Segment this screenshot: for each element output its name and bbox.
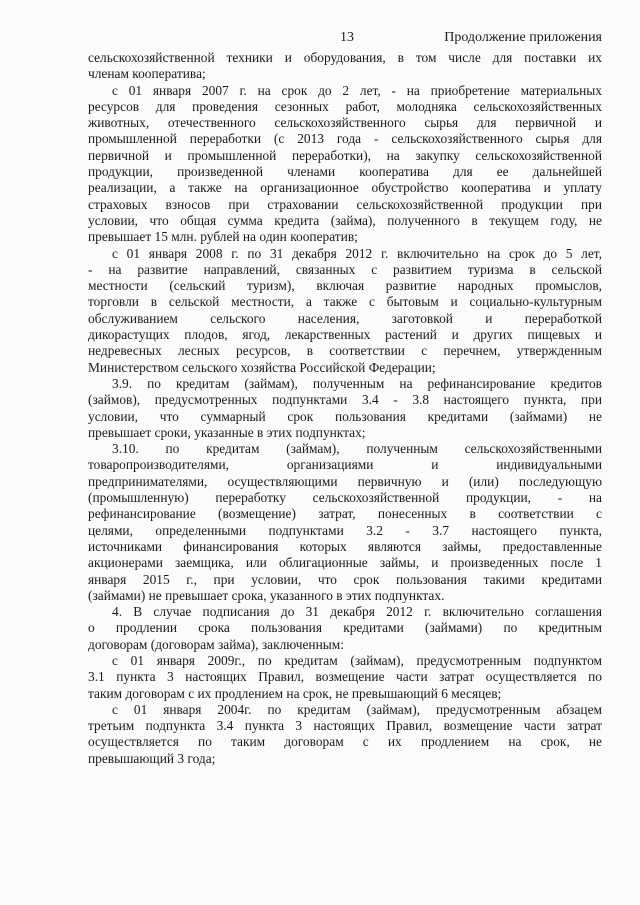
text-line: договорам (договорам займа), заключенным: (88, 636, 344, 652)
text-line: (займов), предусмотренных подпунктами 3.4 - 3.8 настоящего пункта, при (88, 392, 602, 408)
text-line: местности (сельский туризм), включая развитие народных промыслов, (88, 278, 602, 294)
page-number: 13 (340, 30, 354, 45)
text-line: превышает 15 млн. рублей на один кооператив; (88, 229, 358, 245)
running-title: Продолжение приложения (444, 30, 602, 45)
text-line: акционерами заемщика, или облигационные займы, и произведенных после 1 (88, 555, 602, 571)
paragraph (88, 83, 602, 246)
paragraph (88, 653, 602, 702)
text-line: первичной и промышленной переработки), на закупку сельскохозяйственной (88, 147, 602, 163)
text-line: таким договорам с их продлением на срок, не превышающий 6 месяцев; (88, 685, 502, 701)
paragraph (88, 50, 602, 83)
text-line: условии, что суммарный срок пользования кредитами (займами) не (88, 408, 602, 424)
text-line: осуществляется по таким договорам с их продлением на срок, не (88, 734, 602, 750)
text-line: источниками финансирования которых являются займы, предоставленные (88, 538, 602, 554)
text-line: 4. В случае подписания до 31 декабря 2012 г. включительно соглашения (112, 604, 602, 620)
paragraph (88, 246, 602, 376)
text-line: 3.10. по кредитам (займам), полученным сельскохозяйственными (112, 441, 602, 457)
text-line: страховых взносов при страховании сельскохозяйственной продукции при (88, 196, 602, 212)
paragraph (88, 376, 602, 441)
text-line: января 2015 г., при условии, что срок пользования такими кредитами (88, 571, 602, 587)
text-line: условии, что общая сумма кредита (займа), полученного в текущем году, не (88, 212, 602, 228)
text-line: товаропроизводителями, организациями и индивидуальными (88, 457, 602, 473)
text-line: 3.1 пункта 3 настоящих Правил, возмещение части затрат осуществляется по (88, 669, 602, 685)
text-line: целями, определенными подпунктами 3.2 - 3.7 настоящего пункта, (88, 522, 602, 538)
text-line: с 01 января 2007 г. на срок до 2 лет, - на приобретение материальных (112, 82, 602, 98)
text-line: ресурсов для проведения сезонных работ, молодняка сельскохозяйственных (88, 98, 602, 114)
text-line: сельскохозяйственной техники и оборудования, в том числе для поставки их (88, 50, 602, 65)
text-line: предпринимателями, осуществляющими первичную и (или) последующую (88, 473, 602, 489)
text-line: 3.9. по кредитам (займам), полученным на рефинансирование кредитов (112, 375, 602, 391)
text-line: с 01 января 2004г. по кредитам (займам), предусмотренным абзацем (112, 701, 602, 717)
text-line: (промышленную) переработку сельскохозяйственной продукции, - на (88, 490, 602, 506)
text-line: членам кооператива; (88, 66, 206, 82)
text-line: превышает сроки, указанные в этих подпунктах; (88, 424, 366, 440)
text-line: (займами) не превышает срока, указанного в этих подпунктах. (88, 587, 445, 603)
text-line: реализации, а также на организационное обустройство кооператива и уплату (88, 180, 602, 196)
paragraph (88, 441, 602, 604)
text-line: третьим подпункта 3.4 пункта 3 настоящих Правил, возмещение части затрат (88, 718, 602, 734)
text-line: с 01 января 2008 г. по 31 декабря 2012 г. включительно на срок до 5 лет, (112, 245, 602, 261)
text-line: Министерством сельского хозяйства Российской Федерации; (88, 359, 436, 375)
text-line: о продлении срока пользования кредитами (займами) по кредитным (88, 620, 602, 636)
text-line: с 01 января 2009г., по кредитам (займам), предусмотренным подпунктом (112, 652, 602, 668)
text-line: недревесных лесных ресурсов, в соответствии с перечнем, утвержденным (88, 343, 602, 359)
page-header (88, 30, 602, 48)
text-line: - на развитие направлений, связанных с развитием туризма в сельской (88, 261, 602, 277)
document-body (88, 50, 602, 767)
text-line: рефинансирование (возмещение) затрат, понесенных в соответствии с (88, 506, 602, 522)
text-line: животных, отечественного сельскохозяйственного сырья для первичной и (88, 115, 602, 131)
text-line: превышающий 3 года; (88, 750, 216, 766)
paragraph (88, 702, 602, 767)
text-line: продукции, произведенной членами кооператива для ее дальнейшей (88, 164, 602, 180)
text-line: обслуживанием сельского населения, заготовкой и переработкой (88, 310, 602, 326)
text-line: торговли в сельской местности, а также с бытовым и социально-культурным (88, 294, 602, 310)
paragraph (88, 604, 602, 653)
text-line: промышленной переработки (с 2013 года - сельскохозяйственного сырья для (88, 131, 602, 147)
text-line: дикорастущих плодов, ягод, лекарственных растений и других пищевых и (88, 327, 602, 343)
